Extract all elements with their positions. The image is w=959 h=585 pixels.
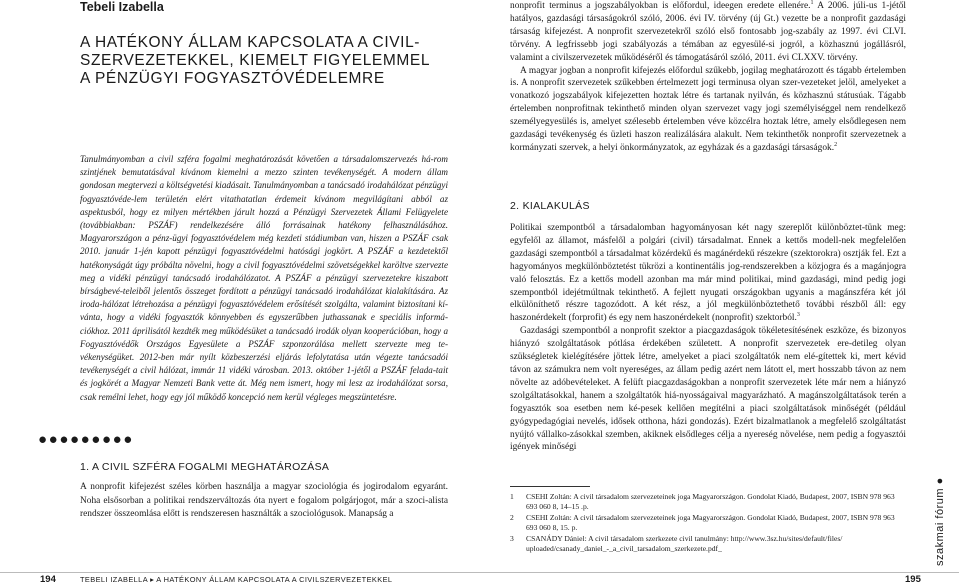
running-head: TEBELI IZABELLA ▸ A HATÉKONY ÁLLAM KAPCSOLATA A CIVILSZERVEZETEKKEL: [80, 575, 393, 584]
footnote-ref[interactable]: 1: [810, 0, 814, 6]
footnote: 2 CSEHI Zoltán: A civil társadalom szervezeteinek joga Magyarországon. Gondolat Kiadó, Budapest, 2007, ISBN 978 963 693 060 8, 15. p.: [510, 512, 895, 533]
title-line: A PÉNZÜGYI FOGYASZTÓVÉDELEMRE: [80, 70, 385, 87]
footnote: 1 CSEHI Zoltán: A civil társadalom szervezeteinek joga Magyarországon. Gondolat Kiadó, Budapest, 2007, ISBN 978 963 693 060 8, 14–15 .p.: [510, 492, 895, 512]
page-number-left: 194: [40, 574, 56, 585]
footnote-ref[interactable]: 2: [834, 141, 838, 148]
article-title: [80, 34, 440, 88]
section-1-text: A nonprofit kifejezést széles körben használja a magyar szociológia és jogirodalom egyaránt. Noha elsősorban a politikai rendszerváltozás óta nyert e fogalom polgárjogot, már a szoci-alista rendszer összeomlása előtt is rendszeresen használták a szociológusok. Manapság a: [80, 482, 448, 520]
paragraph: Politikai szempontból a társadalomban hagyományosan két nagy szereplőt különböztet-tünk meg: egyfelől az államot, másfelől a polgári (civil) társadalmat. Ennek a kettős modell-nek megfelelően gazdasági szempontból a társadalmat közérdekű és magánérdekű részekre (szektorokra) osztják fel. Ezt a hagyományos megkülönböztetést tükrözi a kontinentális jog-rendszerekben a közjogra és a magánjogra való felosztás. Ez a kettős modell azonban ma már mind politikai, mind gazdasági, mind pedig jogi szempontból idejétmúltnak tekinthető. A fejlett nyugati országokban ugyanis a magánszféra két jól elkülöníthető részre tagozódott. A két rész, a jól megkülönböztethető további részből áll: egy haszonérdekelt (forprofit) és egy nem haszonérdekelt (nonprofit) szektorból.$^3$: [510, 223, 906, 324]
abstract: Tanulmányomban a civil szféra fogalmi meghatározását követően a társadalomszervezés há-rom szintjének bemutatásával kívánom kiemelni a mezzo szinten tevékenységét. A modern állam gondosan megtervezi a költségvetési kiadásait. Tanulmányomban a tanácsadó irodahálózat pénzügyi fogyasztóvéde-lem területén elért vitathatatlan érdemeit kívánom megvilágítani abból az aspektusból, hogy ez milyen mértékben járult hozzá a Pénzügyi Szervezetek Állami Felügyelete (továbbiakban: PSZÁF) rendelkezésére álló forrásainak hatékony felhasználásához. Magyarországon a pénz-ügyi fogyasztóvédelem még kezdeti stádiumban van, hiszen a PSZÁF csak 2010. január 1-jén kapott pénzügyi fogyasztóvédelmi hatósági jogkört. A PSZÁF a kezdetektől hatékonyságát úgy próbálta növelni, hogy a civil fogyasztóvédelmi szövetségekkel karöltve szervezte meg a vidéki pénzügyi tanácsadó irodahálózatot. A PSZÁF a pénzügyi szervezetekre kiszabott bírságbevé-teleiből jelentős összeget fordított a pénzügyi tanácsadó irodahálózat kialakítására. Az iroda-hálózat létrehozása a pénzügyi fogyasztóvédelem erősítését szolgálta, valamint biztosítani kí-vánta, hogy a vidéki fogyasztók könnyebben és egyszerűbben juthassanak e speciális informá-ciókhoz. 2011 áprilisától kezdték meg működésüket a tanácsadó irodák olyan kooperációban, hogy a Fogyasztóvédők Országos Egyesülete a PSZÁF szponzorálása mellett szervezte meg te-vékenységüket. 2012-ben már nyílt közbeszerzési eljárás lefolytatása után végezte tanácsadói tevékenységét a civil hálózat, immár 11 vidéki városban. 2013. október 1-jétől a PSZÁF felada-tait és jogkörét a Magyar Nemzeti Bank vette át. Még nem ismert, hogy mi lesz az irodahálózat sorsa, csak remélni lehet, hogy egy jól működő koncepció nem kerül végleges megszüntetésre.: [80, 154, 448, 402]
section-2-text: [510, 222, 906, 454]
author-name: Tebeli Izabella: [80, 0, 164, 14]
title-line: A HATÉKONY ÁLLAM KAPCSOLATA A CIVIL-: [80, 34, 421, 51]
decorative-dots: ●●●●●●●●●: [38, 432, 134, 448]
section-1-heading: 1. A CIVIL SZFÉRA FOGALMI MEGHATÁROZÁSA: [80, 461, 330, 473]
footnote-ref[interactable]: 3: [796, 312, 800, 319]
footer-rule: [0, 572, 959, 573]
right-column-top: [510, 0, 906, 155]
page-number-right: 195: [905, 574, 921, 585]
footnote: 3 CSANÁDY Dániel: A civil társadalom szerkezete civil tanulmány: http://www.3sz.hu/sites/default/files/ uploaded/csanady_daniel_-_a_civil_tarsadalom_szerkezete.pdf_: [510, 533, 843, 554]
title-line: SZERVEZETEKKEL, KIEMELT FIGYELEMMEL: [80, 52, 431, 69]
paragraph: A magyar jogban a nonprofit kifejezés előfordul szűkebb, jogilag meghatározott és tágabb értelemben is. A nonprofit szervezetek szűkebben értelmezett jogi terminusa olyan szer-vezeteket jelöl, amelyeket a vonatkozó jogszabályok kifejezetten hoztak létre és tartanak nyilván, és közhasznú státusúak. Tágabb értelemben nonprofitnak tekinthető minden olyan szervezet vagy jogi személyiséggel nem rendelkező személyegyesülés is, amelyet szélesebb értelemben véve közcélra hoztak létre, amely elsődlegesen nem gazdasági tevékenység és üzleti haszon realizálására alakult. Nem tekinthetők nonprofit szervezetnek a kormányzati szervek, a helyi önkormányzatok, az egyházak és a gazdasági társaságok.$^2$: [510, 65, 906, 153]
section-2-heading: 2. KIALAKULÁS: [510, 200, 590, 212]
paragraph: nonprofit terminus a jogszabályokban is előfordul, ideegen eredete ellenére.$^1$ A 2006. júli-us 1-jétől hatályos, gazdasági társaságokról szóló, 2006. évi IV. törvény (új Gt.) vezette be a nonprofit gazdasági társaság kifejezést. A nonprofit szervezetekről szóló első fontosabb jog-szabály az 1997. évi CLVI. törvény. A legfrissebb jogi szabályozás a témában az egyesülé-si jogról, a közhasznú jogállásról, valamint a civilszervezetek működéséről és támogatásáról szóló, 2011. évi CLXXV. törvény.: [510, 0, 906, 63]
footnotes: [510, 492, 906, 554]
side-label-text: szakmai fórum ●: [934, 477, 946, 566]
paragraph: Gazdasági szempontból a nonprofit szektor a piacgazdaságok tökéletesítésének eszköze, és bizonyos hiányzó szolgáltatások pótlása érdekében született. A nonprofit szervezetek ere-detileg olyan szükségletek kielégítésére jöttek létre, amelyeket a piaci szolgáltatók nem elé-gítettek ki, mert kévid távon az számukra nem volt nyereséges, az állam pedig azért nem látott el, mert hosszabb távon az nem növelte az adóbevételeket. A felüft piacgazdaságokban a nonprofit szervezetek léte már nem a hiányzó szolgáltatásokkal, hanem a szolgáltatók hiá-nyosságaival magyarázható. A magánszolgáltatások terén a fogyasztók soa esetben nem ké-pesek kellően megítélni a piaci szolgáltatások minőségét (például gyógypedagógiai nevelés, idősek otthona, házi gondozás). Ezért bizalmatlanok a megfelelő szolgáltatást nyújtó vállalko-zásokkal szemben, akiknek elsődleges célja a nyereség növelése, nem pedig a fogyasztói igények minőségi: [510, 326, 906, 453]
footnote-rule: [510, 486, 590, 487]
side-label: [930, 430, 946, 580]
